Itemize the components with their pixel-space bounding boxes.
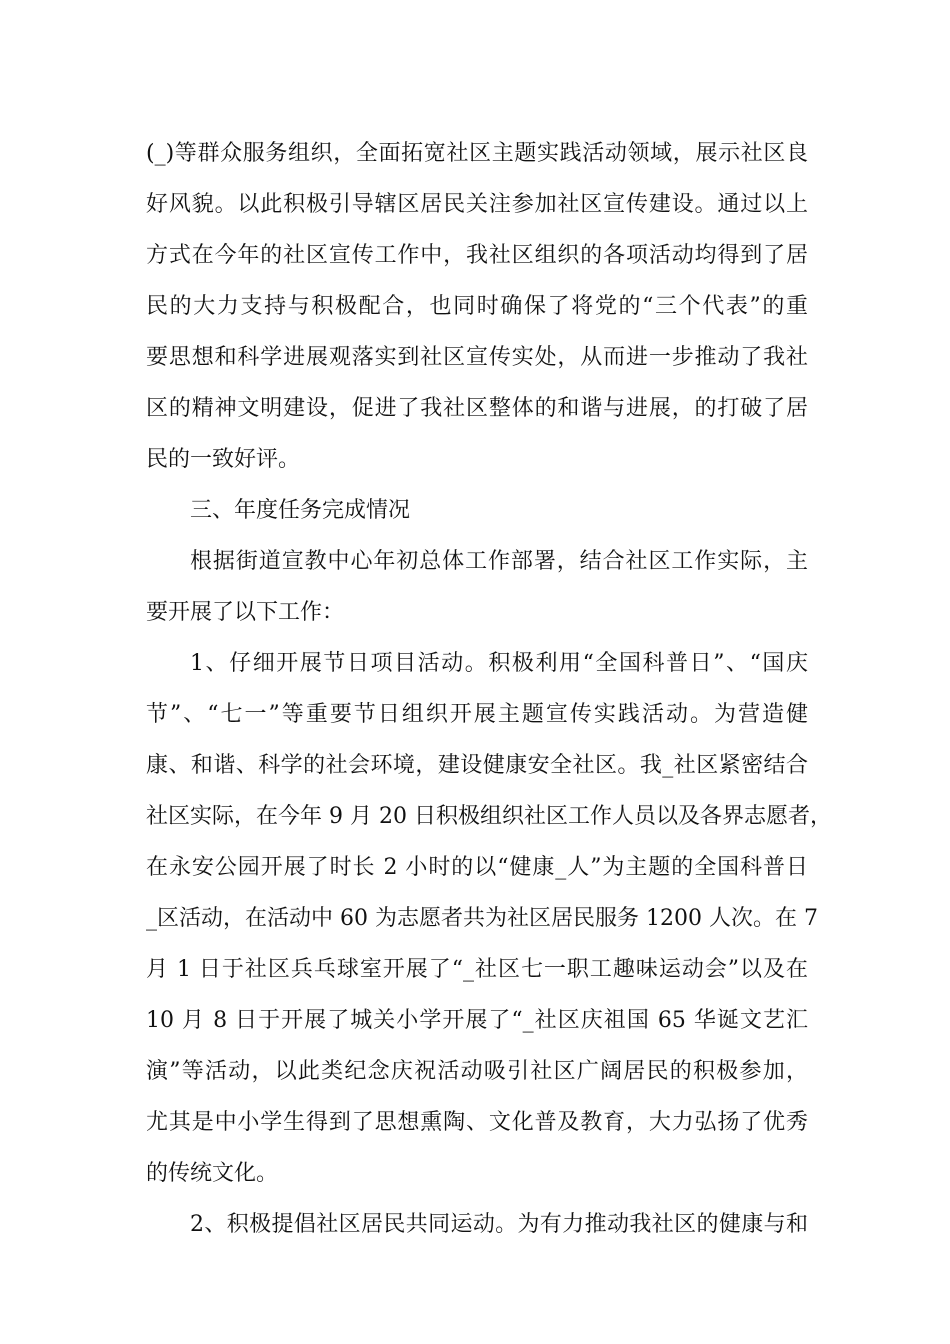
text-line: 10 月 8 日于开展了城关小学开展了“_社区庆祖国 65 华诞文艺汇 [146, 1008, 808, 1033]
text-line: 方式在今年的社区宣传工作中，我社区组织的各项活动均得到了居 [146, 243, 808, 268]
text-line: 尤其是中小学生得到了思想熏陶、文化普及教育，大力弘扬了优秀 [146, 1110, 808, 1135]
text-line: 要思想和科学进展观落实到社区宣传实处，从而进一步推动了我社 [146, 345, 808, 370]
text-line: (_)等群众服务组织，全面拓宽社区主题实践活动领域，展示社区良 [146, 141, 808, 166]
text-line: 月 1 日于社区兵乓球室开展了“_社区七一职工趣味运动会”以及在 [146, 957, 808, 982]
text-line: 好风貌。以此积极引导辖区居民关注参加社区宣传建设。通过以上 [146, 192, 808, 217]
text-line: 区的精神文明建设，促进了我社区整体的和谐与进展，的打破了居 [146, 396, 808, 421]
text-line: 民的一致好评。 [146, 447, 301, 472]
text-line: 根据街道宣教中心年初总体工作部署，结合社区工作实际，主 [190, 549, 808, 574]
text-line: 要开展了以下工作： [146, 600, 345, 625]
paragraph-2 [146, 536, 808, 638]
text-line: 节”、“七一”等重要节日组织开展主题宣传实践活动。为营造健 [146, 702, 808, 727]
paragraph-1 [146, 128, 808, 485]
text-line: 2、积极提倡社区居民共同运动。为有力推动我社区的健康与和 [190, 1212, 808, 1237]
text-line: 在永安公园开展了时长 2 小时的以“健康_人”为主题的全国科普日 [146, 855, 808, 880]
document-body [146, 128, 832, 1250]
paragraph-4 [146, 1199, 808, 1250]
section-heading: 三、年度任务完成情况 [190, 498, 411, 523]
text-line: 演”等活动，以此类纪念庆祝活动吸引社区广阔居民的积极参加， [146, 1059, 808, 1084]
text-line: _区活动，在活动中 60 为志愿者共为社区居民服务 1200 人次。在 7 [146, 906, 818, 931]
paragraph-3 [146, 638, 832, 1199]
text-line: 的传统文化。 [146, 1161, 279, 1186]
text-line: 社区实际，在今年 9 月 20 日积极组织社区工作人员以及各界志愿者， [146, 804, 832, 829]
text-line: 民的大力支持与积极配合，也同时确保了将党的“三个代表”的重 [146, 294, 808, 319]
text-line: 康、和谐、科学的社会环境，建设健康安全社区。我_社区紧密结合 [146, 753, 808, 778]
text-line: 1、仔细开展节日项目活动。积极利用“全国科普日”、“国庆 [190, 651, 808, 676]
